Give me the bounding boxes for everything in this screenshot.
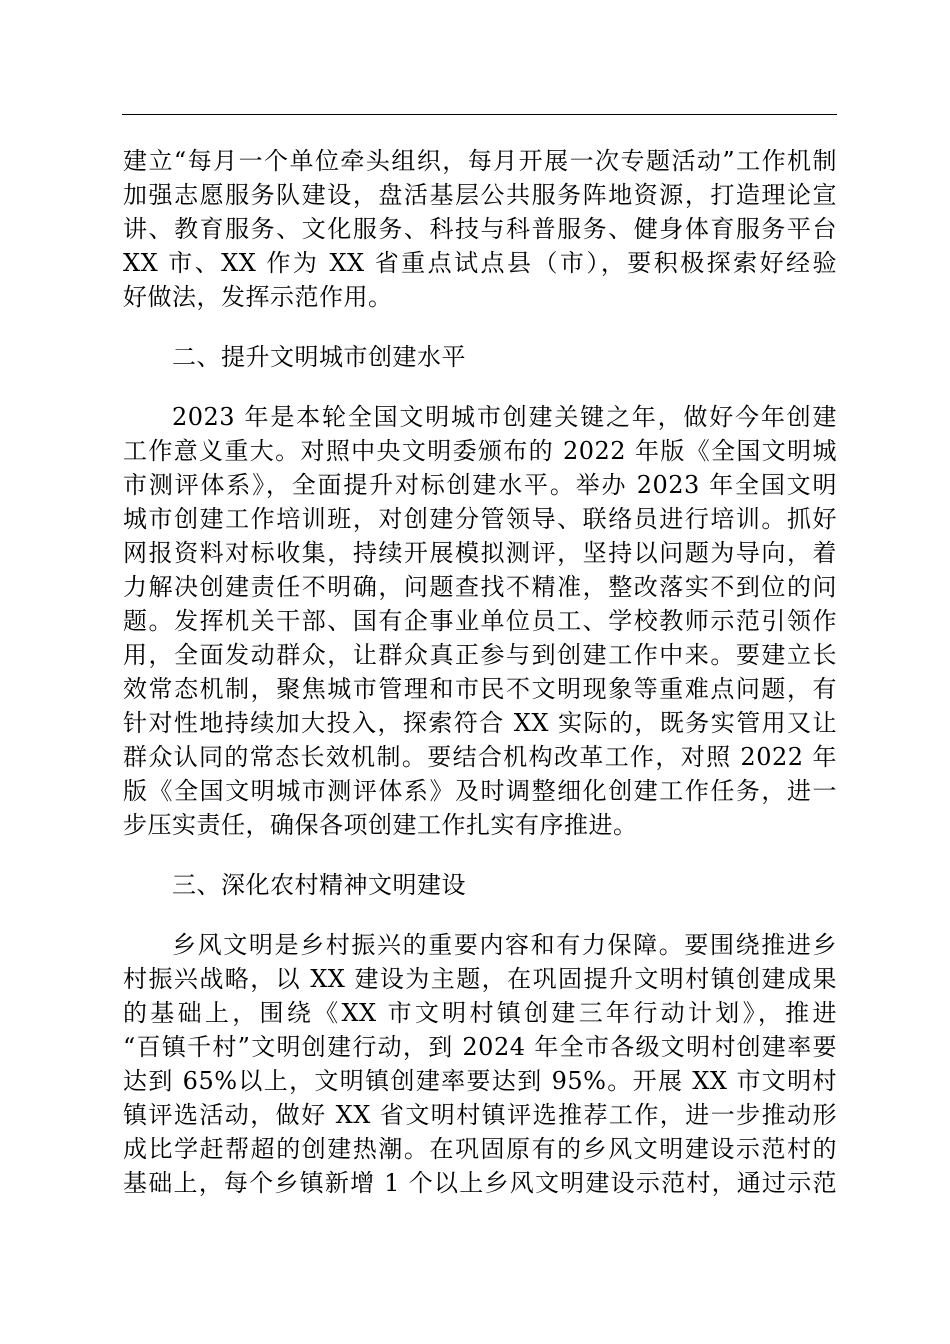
paragraph-line: 工作意义重大。对照中央文明委颁布的 2022 年版《全国文明城 <box>123 437 837 465</box>
paragraph-line: 2023 年是本轮全国文明城市创建关键之年，做好今年创建 <box>172 403 837 431</box>
paragraph-line: 村振兴战略，以 XX 建设为主题，在巩固提升文明村镇创建成果 <box>123 965 837 993</box>
section-heading: 二、提升文明城市创建水平 <box>172 343 466 371</box>
paragraph-line: 步压实责任，确保各项创建工作扎实有序推进。 <box>123 811 638 839</box>
paragraph-line: 力解决创建责任不明确，问题查找不精准，整改落实不到位的问 <box>123 573 837 601</box>
paragraph-line: XX 市、XX 作为 XX 省重点试点县（市），要积极探索好经验 <box>123 249 837 277</box>
section-heading: 三、深化农村精神文明建设 <box>172 871 466 899</box>
paragraph-line: 加强志愿服务队建设，盘活基层公共服务阵地资源，打造理论宣 <box>123 181 837 209</box>
paragraph-line: 达到 65%以上，文明镇创建率要达到 95%。开展 XX 市文明村 <box>123 1067 837 1095</box>
paragraph-line: 讲、教育服务、文化服务、科技与科普服务、健身体育服务平台 <box>123 215 837 243</box>
paragraph-line: 用，全面发动群众，让群众真正参与到创建工作中来。要建立长 <box>123 641 837 669</box>
paragraph-line: 市测评体系》，全面提升对标创建水平。举办 2023 年全国文明 <box>123 471 837 499</box>
paragraph-line: 群众认同的常态长效机制。要结合机构改革工作，对照 2022 年 <box>123 743 837 771</box>
paragraph-line: 乡风文明是乡村振兴的重要内容和有力保障。要围绕推进乡 <box>172 931 837 959</box>
paragraph-line: “百镇千村”文明创建行动，到 2024 年全市各级文明村创建率要 <box>123 1033 837 1061</box>
paragraph-line: 镇评选活动，做好 XX 省文明村镇评选推荐工作，进一步推动形 <box>123 1101 837 1129</box>
paragraph-line: 基础上，每个乡镇新增 1 个以上乡风文明建设示范村，通过示范 <box>123 1169 837 1197</box>
paragraph-line: 题。发挥机关干部、国有企事业单位员工、学校教师示范引领作 <box>123 607 837 635</box>
document-body <box>123 144 837 1200</box>
paragraph-line: 效常态机制，聚焦城市管理和市民不文明现象等重难点问题，有 <box>123 675 837 703</box>
paragraph-line: 的基础上，围绕《XX 市文明村镇创建三年行动计划》，推进 <box>123 999 837 1027</box>
paragraph-line: 城市创建工作培训班，对创建分管领导、联络员进行培训。抓好 <box>123 505 837 533</box>
paragraph-line: 版《全国文明城市测评体系》及时调整细化创建工作任务，进一 <box>123 777 837 805</box>
paragraph-line: 针对性地持续加大投入，探索符合 XX 实际的，既务实管用又让 <box>123 709 837 737</box>
paragraph-line: 网报资料对标收集，持续开展模拟测评，坚持以问题为导向，着 <box>123 539 837 567</box>
paragraph-line: 好做法，发挥示范作用。 <box>123 283 393 311</box>
paragraph-line: 成比学赶帮超的创建热潮。在巩固原有的乡风文明建设示范村的 <box>123 1135 837 1163</box>
header-rule <box>122 114 837 115</box>
paragraph-line: 建立“每月一个单位牵头组织，每月开展一次专题活动”工作机制 <box>123 147 837 175</box>
